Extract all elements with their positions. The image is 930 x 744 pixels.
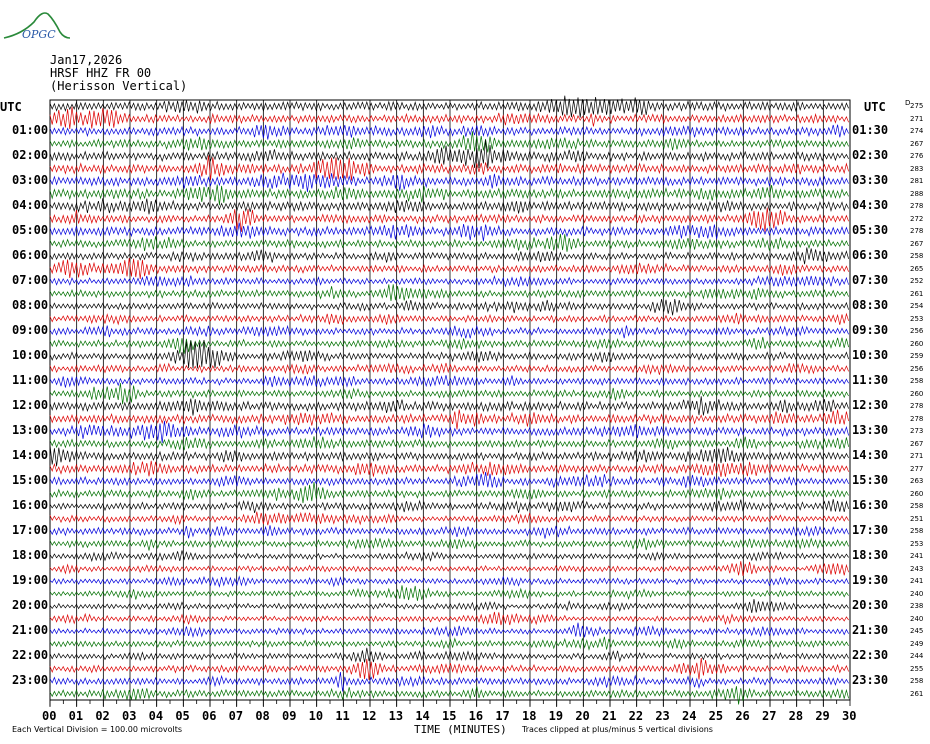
left-hour-label: 22:00 [12,648,49,663]
right-hour-label: 18:30 [852,548,889,563]
right-hour-label: 16:30 [852,498,889,513]
right-hour-label: 09:30 [852,323,889,338]
left-hour-label: 11:00 [12,373,49,388]
trace-value-label: 267 [910,139,924,148]
left-hour-label: 06:00 [12,248,49,263]
x-tick-label: 02 [95,709,110,723]
x-tick-label: 15 [442,709,457,723]
trace-45 [50,658,849,680]
x-tick-label: 13 [388,709,404,723]
right-hour-label: 02:30 [852,148,889,163]
trace-2 [50,125,849,140]
right-hour-label: 17:30 [852,523,889,538]
right-hour-label: 23:30 [852,673,889,688]
left-hour-label: 12:00 [12,398,49,413]
right-hour-label: 20:30 [852,598,889,613]
trace-value-label: 258 [910,677,924,686]
trace-value-label: 271 [910,114,924,123]
trace-24 [50,396,849,415]
x-tick-label: 26 [735,709,750,723]
trace-34 [50,525,849,538]
trace-value-label: 249 [910,639,924,648]
trace-value-label: 251 [910,514,924,523]
left-hour-label: 16:00 [12,498,49,513]
left-hour-label: 15:00 [12,473,49,488]
trace-46 [50,672,849,692]
trace-value-label: 240 [910,614,924,623]
left-hour-label: 01:00 [12,123,49,138]
trace-36 [50,550,849,561]
trace-value-label: 274 [910,127,924,136]
trace-value-label: 276 [910,152,924,161]
x-tick-label: 28 [788,709,804,723]
trace-14 [50,276,849,287]
x-tick-label: 00 [42,709,57,723]
trace-0 [50,96,849,118]
x-tick-label: 18 [522,709,537,723]
trace-10 [50,223,849,242]
trace-44 [50,648,849,663]
x-tick-label: 25 [708,709,724,723]
trace-41 [50,612,849,625]
trace-23 [50,383,849,404]
left-hour-label: 19:00 [12,573,49,588]
trace-3 [50,131,849,152]
right-hour-label: 03:30 [852,173,889,188]
trace-5 [50,155,849,180]
x-axis-title: TIME (MINUTES) [414,723,507,736]
trace-17 [50,313,849,325]
logo-text: OPGC [22,28,56,41]
trace-value-label: 275 [910,102,924,111]
right-hour-label: 01:30 [852,123,889,138]
left-hour-label: 03:00 [12,173,49,188]
x-tick-label: 05 [175,709,190,723]
left-hour-label: 13:00 [12,423,49,438]
x-tick-label: 12 [362,709,377,723]
left-hour-label: 14:00 [12,448,49,463]
trace-43 [50,637,849,650]
trace-32 [50,499,849,513]
left-hour-label: 08:00 [12,298,49,313]
trace-value-label: 260 [910,389,924,398]
trace-42 [50,623,849,638]
footer-clip-note: Traces clipped at plus/minus 5 vertical divisions [522,725,713,734]
trace-27 [50,436,849,450]
trace-value-label: 253 [910,314,924,323]
opgc-logo [2,4,72,44]
trace-7 [50,185,849,206]
trace-31 [50,482,849,503]
x-tick-label: 11 [335,709,350,723]
trace-value-label: 259 [910,352,924,361]
trace-value-label: 244 [910,652,924,661]
x-tick-label: 22 [628,709,644,723]
left-hour-label: 23:00 [12,673,49,688]
right-hour-label: 22:30 [852,648,889,663]
x-tick-label: 24 [682,709,697,723]
trace-value-label: 240 [910,589,924,598]
trace-6 [50,173,849,192]
trace-value-label: 260 [910,339,924,348]
trace-value-label: 252 [910,277,924,286]
trace-12 [50,248,849,265]
trace-value-label: 260 [910,489,924,498]
trace-value-label: 258 [910,527,924,536]
right-hour-label: 10:30 [852,348,889,363]
trace-value-label: 288 [910,189,924,198]
left-hour-label: 09:00 [12,323,49,338]
footer-scale-note: Each Vertical Division = 100.00 microvolts [12,725,183,734]
x-tick-label: 14 [415,709,430,723]
trace-value-label: 258 [910,377,924,386]
trace-value-label: 278 [910,402,924,411]
right-hour-label: 12:30 [852,398,889,413]
trace-value-label: 278 [910,202,924,211]
trace-value-label: 278 [910,414,924,423]
trace-value-label: 243 [910,564,924,573]
trace-value-label: 267 [910,239,924,248]
right-hour-label: 08:30 [852,298,889,313]
trace-value-label: 256 [910,364,924,373]
trace-value-label: 258 [910,252,924,261]
left-hour-label: 04:00 [12,198,49,213]
trace-value-label: 241 [910,552,924,561]
trace-value-label: 255 [910,664,924,673]
x-tick-label: 03 [122,709,137,723]
right-hour-label: 06:30 [852,248,889,263]
station-name-label: (Herisson Vertical) [50,79,188,93]
trace-value-label: 273 [910,427,924,436]
trace-value-label: 253 [910,539,924,548]
trace-28 [50,445,849,467]
x-tick-label: 04 [148,709,164,723]
x-tick-label: 07 [228,709,244,723]
left-hour-label: 18:00 [12,548,49,563]
trace-value-label: 241 [910,577,924,586]
trace-40 [50,599,849,613]
trace-value-label: 254 [910,302,924,311]
right-hour-label: 07:30 [852,273,889,288]
left-hour-label: 21:00 [12,623,49,638]
right-hour-label: 21:30 [852,623,889,638]
trace-value-label: 263 [910,477,924,486]
x-tick-label: 10 [308,709,324,723]
trace-13 [50,258,849,279]
right-corner-label: D [905,99,911,107]
trace-value-label: 261 [910,289,924,298]
trace-25 [50,410,849,430]
x-tick-label: 23 [655,709,670,723]
x-tick-label: 27 [762,709,777,723]
trace-38 [50,577,849,587]
trace-39 [50,585,849,601]
right-hour-label: 14:30 [852,448,889,463]
x-tick-label: 21 [602,709,617,723]
trace-1 [50,107,849,129]
trace-value-label: 245 [910,627,924,636]
right-hour-label: 05:30 [852,223,889,238]
trace-29 [50,461,849,477]
trace-15 [50,284,849,301]
right-hour-label: 04:30 [852,198,889,213]
chart-header [50,54,187,93]
trace-value-label: 278 [910,227,924,236]
right-hour-label: 13:30 [852,423,889,438]
trace-30 [50,472,849,488]
left-hour-label: 10:00 [12,348,49,363]
trace-37 [50,561,849,576]
trace-22 [50,375,849,387]
left-hour-label: 07:00 [12,273,49,288]
right-hour-label: 15:30 [852,473,889,488]
x-tick-label: 29 [815,709,830,723]
x-tick-label: 17 [495,709,510,723]
x-tick-label: 16 [468,709,484,723]
x-tick-label: 09 [282,709,297,723]
trace-8 [50,198,849,214]
trace-21 [50,363,849,375]
left-hour-label: 17:00 [12,523,49,538]
left-hour-label: 02:00 [12,148,49,163]
utc-right-label: UTC [864,100,886,114]
trace-9 [50,208,849,232]
trace-value-label: 238 [910,602,924,611]
left-hour-label: 20:00 [12,598,49,613]
x-tick-label: 19 [548,709,564,723]
trace-value-label: 277 [910,464,924,473]
trace-value-label: 258 [910,502,924,511]
right-hour-label: 19:30 [852,573,889,588]
trace-value-label: 265 [910,264,924,273]
trace-11 [50,234,849,252]
x-tick-label: 06 [202,709,217,723]
x-tick-label: 20 [575,709,590,723]
trace-value-label: 261 [910,689,924,698]
station-label: HRSF HHZ FR 00 [50,66,152,80]
trace-35 [50,538,849,551]
trace-value-label: 267 [910,439,924,448]
x-tick-label: 30 [842,709,857,723]
x-tick-label: 01 [68,709,84,723]
trace-value-label: 281 [910,177,924,186]
trace-16 [50,299,849,315]
trace-26 [50,421,849,443]
date-label: Jan17,2026 [50,53,123,67]
trace-value-label: 272 [910,214,924,223]
trace-19 [50,337,849,354]
left-hour-label: 05:00 [12,223,49,238]
trace-value-label: 271 [910,452,924,461]
trace-value-label: 256 [910,327,924,336]
x-tick-label: 08 [255,709,270,723]
trace-value-label: 283 [910,164,924,173]
right-hour-label: 11:30 [852,373,889,388]
trace-33 [50,512,849,526]
trace-18 [50,326,849,339]
utc-left-label: UTC [0,100,22,114]
